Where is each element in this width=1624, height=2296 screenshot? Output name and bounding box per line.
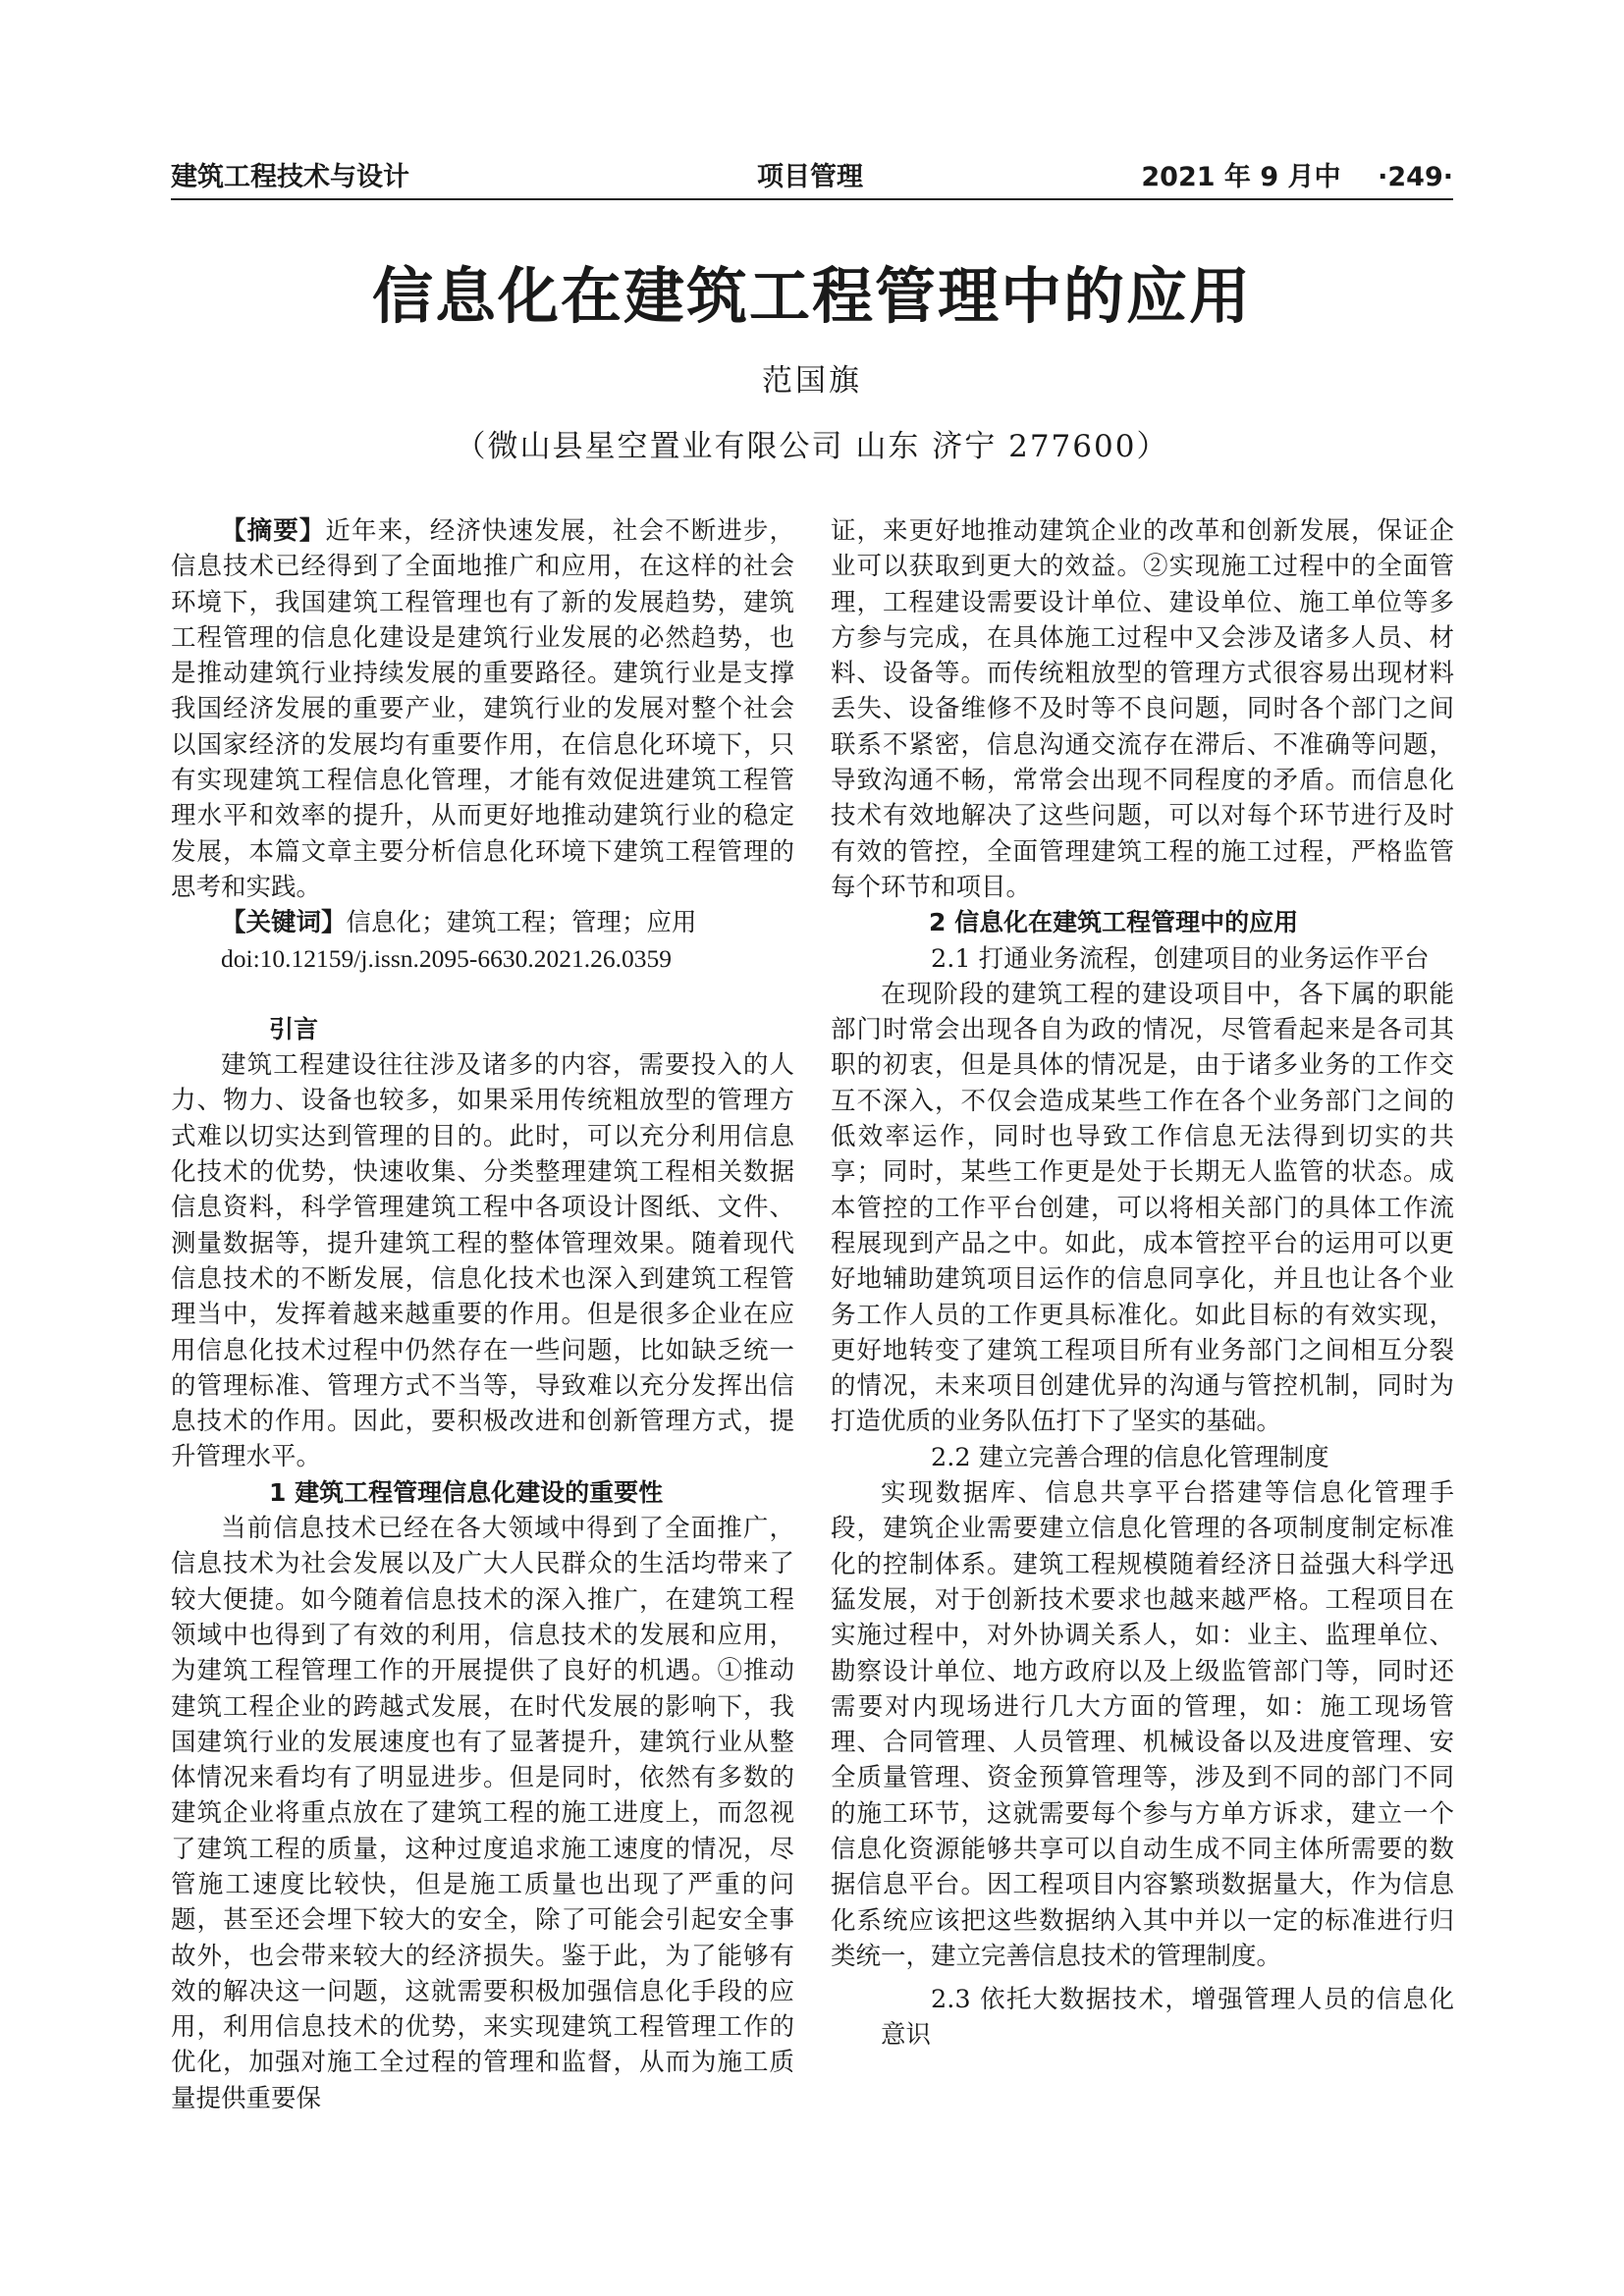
abstract [171,513,794,905]
section-1-paragraph-continued: 证，来更好地推动建筑企业的改革和创新发展，保证企业可以获取到更大的效益。②实现施工过程中的全面管理，工程建设需要设计单位、建设单位、施工单位等多方参与完成，在具体施工过程中又会涉及诸多人员、材料、设备等。而传统粗放型的管理方式很容易出现材料丢失、设备维修不及时等不良问题，同时各个部门之间联系不紧密，信息沟通交流存在滞后、不准确等问题，导致沟通不畅，常常会出现不同程度的矛盾。而信息化技术有效地解决了这些问题，可以对每个环节进行及时有效的管控，全面管理建筑工程的施工过程，严格监管每个环节和项目。 [831,516,1454,902]
section-2-1-heading: 2.1 打通业务流程，创建项目的业务运作平台 [931,943,1430,974]
section-1-heading: 1 建筑工程管理信息化建设的重要性 [269,1477,664,1507]
section-name: 项目管理 [757,162,863,192]
section-2-2-heading: 2.2 建立完善合理的信息化管理制度 [931,1442,1329,1472]
keywords [171,905,794,940]
section-1-paragraph: 当前信息技术已经在各大领域中得到了全面推广，信息技术为社会发展以及广大人民群众的生活均带来了较大便捷。如今随着信息技术的深入推广，在建筑工程领域中也得到了有效的利用，信息技术的发展和应用，为建筑工程管理工作的开展提供了良好的机遇。①推动建筑工程企业的跨越式发展，在时代发展的影响下，我国建筑行业的发展速度也有了显著提升，建筑行业从整体情况来看均有了明显进步。但是同时，依然有多数的建筑企业将重点放在了建筑工程的施工进度上，而忽视了建筑工程的质量，这种过度追求施工速度的情况，尽管施工速度比较快，但是施工质量也出现了严重的问题，甚至还会埋下较大的安全，除了可能会引起安全事故外，也会带来较大的经济损失。鉴于此，为了能够有效的解决这一问题，这就需要积极加强信息化手段的应用，利用信息技术的优势，来实现建筑工程管理工作的优化，加强对施工全过程的管理和监督，从而为施工质量提供重要保 [171,1514,794,2113]
journal-name: 建筑工程技术与设计 [171,162,409,192]
issue-date-page [1141,155,1453,193]
intro-heading: 引言 [269,1014,319,1043]
author-affiliation: （微山县星空置业有限公司 山东 济宁 277600） [455,429,1169,464]
left-column [171,513,794,2116]
abstract-text: 近年来，经济快速发展，社会不断进步，信息技术已经得到了全面地推广和应用，在这样的社会环境下，我国建筑工程管理也有了新的发展趋势，建筑工程管理的信息化建设是建筑行业发展的必然趋势，也是推动建筑行业持续发展的重要路径。建筑行业是支撑我国经济发展的重要产业，建筑行业的发展对整个社会以国家经济的发展均有重要作用，在信息化环境下，只有实现建筑工程信息化管理，才能有效促进建筑工程管理水平和效率的提升，从而更好地推动建筑行业的稳定发展，本篇文章主要分析信息化环境下建筑工程管理的思考和实践。 [171,516,794,902]
section-2-1-paragraph: 在现阶段的建筑工程的建设项目中，各下属的职能部门时常会出现各自为政的情况，尽管看起来是各司其职的初衷，但是具体的情况是，由于诸多业务的工作交互不深入，不仅会造成某些工作在各个业务部门之间的低效率运作，同时也导致工作信息无法得到切实的共享；同时，某些工作更是处于长期无人监管的状态。成本管控的工作平台创建，可以将相关部门的具体工作流程展现到产品之中。如此，成本管控平台的运用可以更好地辅助建筑项目运作的信息同享化，并且也让各个业务工作人员的工作更具标准化。如此目标的有效实现，更好地转变了建筑工程项目所有业务部门之间相互分裂的情况，未来项目创建优异的沟通与管控机制，同时为打造优质的业务队伍打下了坚实的基础。 [831,979,1454,1437]
section-2-heading: 2 信息化在建筑工程管理中的应用 [929,908,1299,937]
page-number: ·249· [1378,162,1453,192]
abstract-label: 【摘要】 [221,516,326,546]
keywords-text: 信息化；建筑工程；管理；应用 [346,908,697,938]
keywords-label: 【关键词】 [221,908,347,938]
abstract-block [171,513,794,977]
right-column [831,513,1454,2054]
doi: doi:10.12159/j.issn.2095-6630.2021.26.0359 [221,943,673,973]
author-name: 范国旗 [762,363,862,399]
section-2-3-heading: 2.3 依托大数据技术，增强管理人员的信息化意识 [881,1985,1454,2051]
intro-paragraph: 建筑工程建设往往涉及诸多的内容，需要投入的人力、物力、设备也较多，如果采用传统粗放型的管理方式难以切实达到管理的目的。此时，可以充分利用信息化技术的优势，快速收集、分类整理建筑工程相关数据信息资料，科学管理建筑工程中各项设计图纸、文件、测量数据等，提升建筑工程的整体管理效果。随着现代信息技术的不断发展，信息化技术也深入到建筑工程管理当中，发挥着越来越重要的作用。但是很多企业在应用信息化技术过程中仍然存在一些问题，比如缺乏统一的管理标准、管理方式不当等，导致难以充分发挥出信息技术的作用。因此，要积极改进和创新管理方式，提升管理水平。 [171,1050,794,1472]
header-rule [171,198,1453,200]
article-title: 信息化在建筑工程管理中的应用 [371,260,1252,332]
issue-date: 2021 年 9 月中 [1141,162,1341,192]
running-header [171,155,1453,194]
section-2-2-paragraph: 实现数据库、信息共享平台搭建等信息化管理手段，建筑企业需要建立信息化管理的各项制度制定标准化的控制体系。建筑工程规模随着经济日益强大科学迅猛发展，对于创新技术要求也越来越严格。工程项目在实施过程中，对外协调关系人，如：业主、监理单位、勘察设计单位、地方政府以及上级监管部门等，同时还需要对内现场进行几大方面的管理，如：施工现场管理、合同管理、人员管理、机械设备以及进度管理、安全质量管理、资金预算管理等，涉及到不同的部门不同的施工环节，这就需要每个参与方单方诉求，建立一个信息化资源能够共享可以自动生成不同主体所需要的数据信息平台。因工程项目内容繁琐数据量大，作为信息化系统应该把这些数据纳入其中并以一定的标准进行归类统一，建立完善信息技术的管理制度。 [831,1478,1454,1971]
